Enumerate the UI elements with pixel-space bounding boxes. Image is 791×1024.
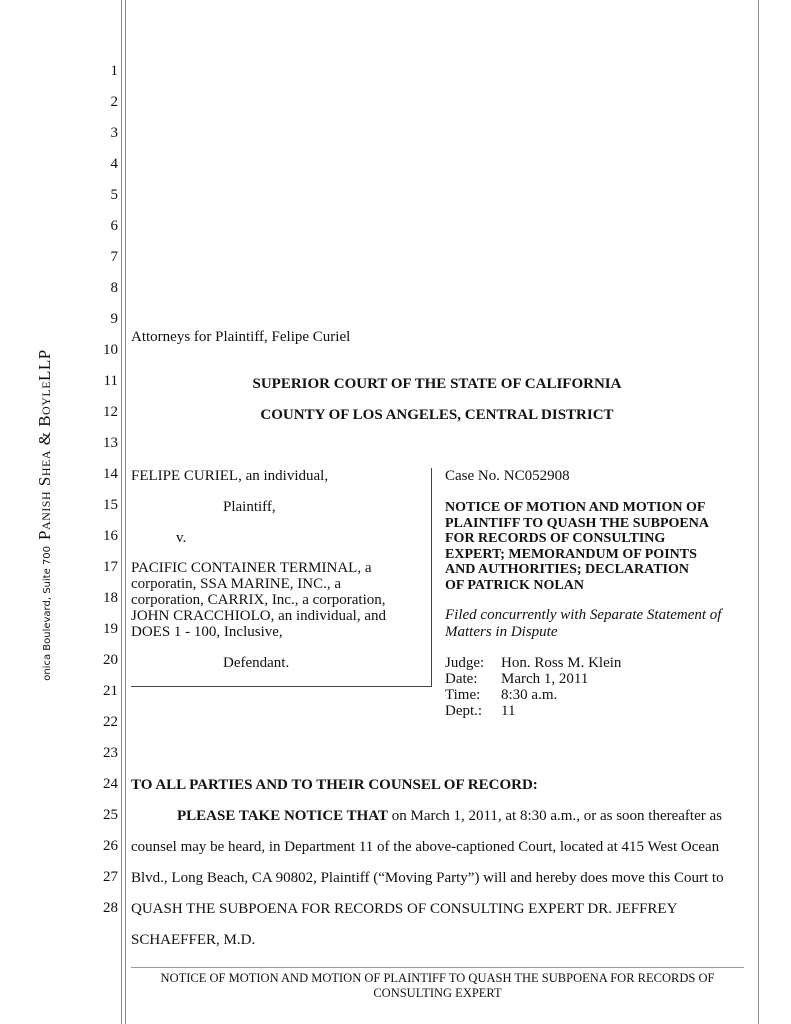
line-number: 24 xyxy=(103,776,118,792)
document-title xyxy=(445,500,750,594)
line-number: 15 xyxy=(103,497,118,513)
caption-divider-vertical xyxy=(431,468,432,686)
footer-line: NOTICE OF MOTION AND MOTION OF PLAINTIFF TO QUASH THE SUBPOENA FOR RECORDS OF xyxy=(160,971,715,985)
salutation: TO ALL PARTIES AND TO THEIR COUNSEL OF RECORD: xyxy=(131,777,538,793)
hearing-dept xyxy=(445,703,621,719)
defendants-block xyxy=(131,560,427,640)
line-number: 11 xyxy=(103,373,118,389)
left-margin-rule-outer xyxy=(121,0,122,1024)
body-line-4: QUASH THE SUBPOENA FOR RECORDS OF CONSULTING EXPERT DR. JEFFREY xyxy=(131,901,678,917)
defendants-line: PACIFIC CONTAINER TERMINAL, a xyxy=(131,560,372,576)
caption-divider-horizontal xyxy=(131,686,432,687)
filed-line: Matters in Dispute xyxy=(445,624,558,640)
line-number: 23 xyxy=(103,745,118,761)
filed-line: Filed concurrently with Separate Statement of xyxy=(445,607,722,623)
firm-name: Panish Shea & BoyleLLP xyxy=(35,349,54,540)
hearing-judge xyxy=(445,655,621,671)
defendants-line: DOES 1 - 100, Inclusive, xyxy=(131,624,283,640)
document-title-line: AND AUTHORITIES; DECLARATION xyxy=(445,562,690,578)
line-number: 3 xyxy=(110,125,118,141)
court-name: SUPERIOR COURT OF THE STATE OF CALIFORNIA xyxy=(252,376,622,392)
line-number: 27 xyxy=(103,869,118,885)
line-number: 1 xyxy=(110,63,118,79)
line-number: 14 xyxy=(103,466,118,482)
document-title-line: NOTICE OF MOTION AND MOTION OF xyxy=(445,500,706,515)
plaintiff-name: FELIPE CURIEL, an individual, xyxy=(131,468,329,484)
footer-line: CONSULTING EXPERT xyxy=(373,986,502,1000)
line-number: 9 xyxy=(110,311,118,327)
document-title-line: EXPERT; MEMORANDUM OF POINTS xyxy=(445,546,697,562)
line-number: 12 xyxy=(103,404,118,420)
plaintiff-role: Plaintiff, xyxy=(223,499,276,515)
line-number: 26 xyxy=(103,838,118,854)
firm-address: onica Boulevard, Suite 700 xyxy=(42,546,53,681)
hearing-value: 11 xyxy=(501,703,516,719)
hearing-value: Hon. Ross M. Klein xyxy=(501,655,622,671)
line-number: 5 xyxy=(110,187,118,203)
line-number: 4 xyxy=(110,156,118,172)
line-number: 18 xyxy=(103,590,118,606)
line-number: 10 xyxy=(103,342,118,358)
body-line-1-rest: on March 1, 2011, at 8:30 a.m., or as soon thereafter as xyxy=(388,808,722,824)
line-number: 2 xyxy=(110,94,118,110)
line-number: 6 xyxy=(110,218,118,234)
document-title-line: FOR RECORDS OF CONSULTING xyxy=(445,531,666,547)
line-number: 16 xyxy=(103,528,118,544)
footer-rule xyxy=(131,967,744,968)
document-title-line: PLAINTIFF TO QUASH THE SUBPOENA xyxy=(445,515,709,531)
case-number: Case No. NC052908 xyxy=(445,468,570,484)
line-number: 8 xyxy=(110,280,118,296)
left-margin-rule-inner xyxy=(125,0,126,1024)
line-number: 17 xyxy=(103,559,118,575)
document-title-line: OF PATRICK NOLAN xyxy=(445,577,584,593)
hearing-value: March 1, 2011 xyxy=(501,671,589,687)
defendants-line: corporatin, SSA MARINE, INC., a xyxy=(131,576,341,592)
line-number: 19 xyxy=(103,621,118,637)
filed-concurrently xyxy=(445,607,750,641)
right-margin-rule xyxy=(758,0,759,1024)
line-number: 13 xyxy=(103,435,118,451)
line-number: 20 xyxy=(103,652,118,668)
hearing-date xyxy=(445,671,621,687)
notice-lead: PLEASE TAKE NOTICE THAT xyxy=(177,808,389,824)
hearing-label: Judge: xyxy=(445,655,485,671)
court-county: COUNTY OF LOS ANGELES, CENTRAL DISTRICT xyxy=(260,407,614,423)
body-line-2: counsel may be heard, in Department 11 of the above-captioned Court, located at 415 West Ocean xyxy=(131,839,720,855)
body-line-3: Blvd., Long Beach, CA 90802, Plaintiff (“Moving Party”) will and hereby does move this Court to xyxy=(131,870,724,886)
line-number: 28 xyxy=(103,900,118,916)
line-number: 21 xyxy=(103,683,118,699)
defendant-role: Defendant. xyxy=(223,655,290,671)
hearing-time xyxy=(445,687,621,703)
line-number: 7 xyxy=(110,249,118,265)
defendants-line: corporation, CARRIX, Inc., a corporation, xyxy=(131,592,386,608)
hearing-value: 8:30 a.m. xyxy=(501,687,558,703)
firm-sidebar xyxy=(22,330,68,700)
line-number: 22 xyxy=(103,714,118,730)
hearing-label: Time: xyxy=(445,687,481,703)
attorneys-line: Attorneys for Plaintiff, Felipe Curiel xyxy=(131,329,351,345)
defendants-line: JOHN CRACCHIOLO, an individual, and xyxy=(131,608,386,624)
footer xyxy=(131,971,744,1001)
line-number: 25 xyxy=(103,807,118,823)
hearing-label: Dept.: xyxy=(445,703,483,719)
versus: v. xyxy=(176,530,187,546)
hearing-label: Date: xyxy=(445,671,478,687)
body-line-1 xyxy=(177,807,722,825)
body-line-5: SCHAEFFER, M.D. xyxy=(131,932,256,948)
hearing-details xyxy=(445,655,621,719)
